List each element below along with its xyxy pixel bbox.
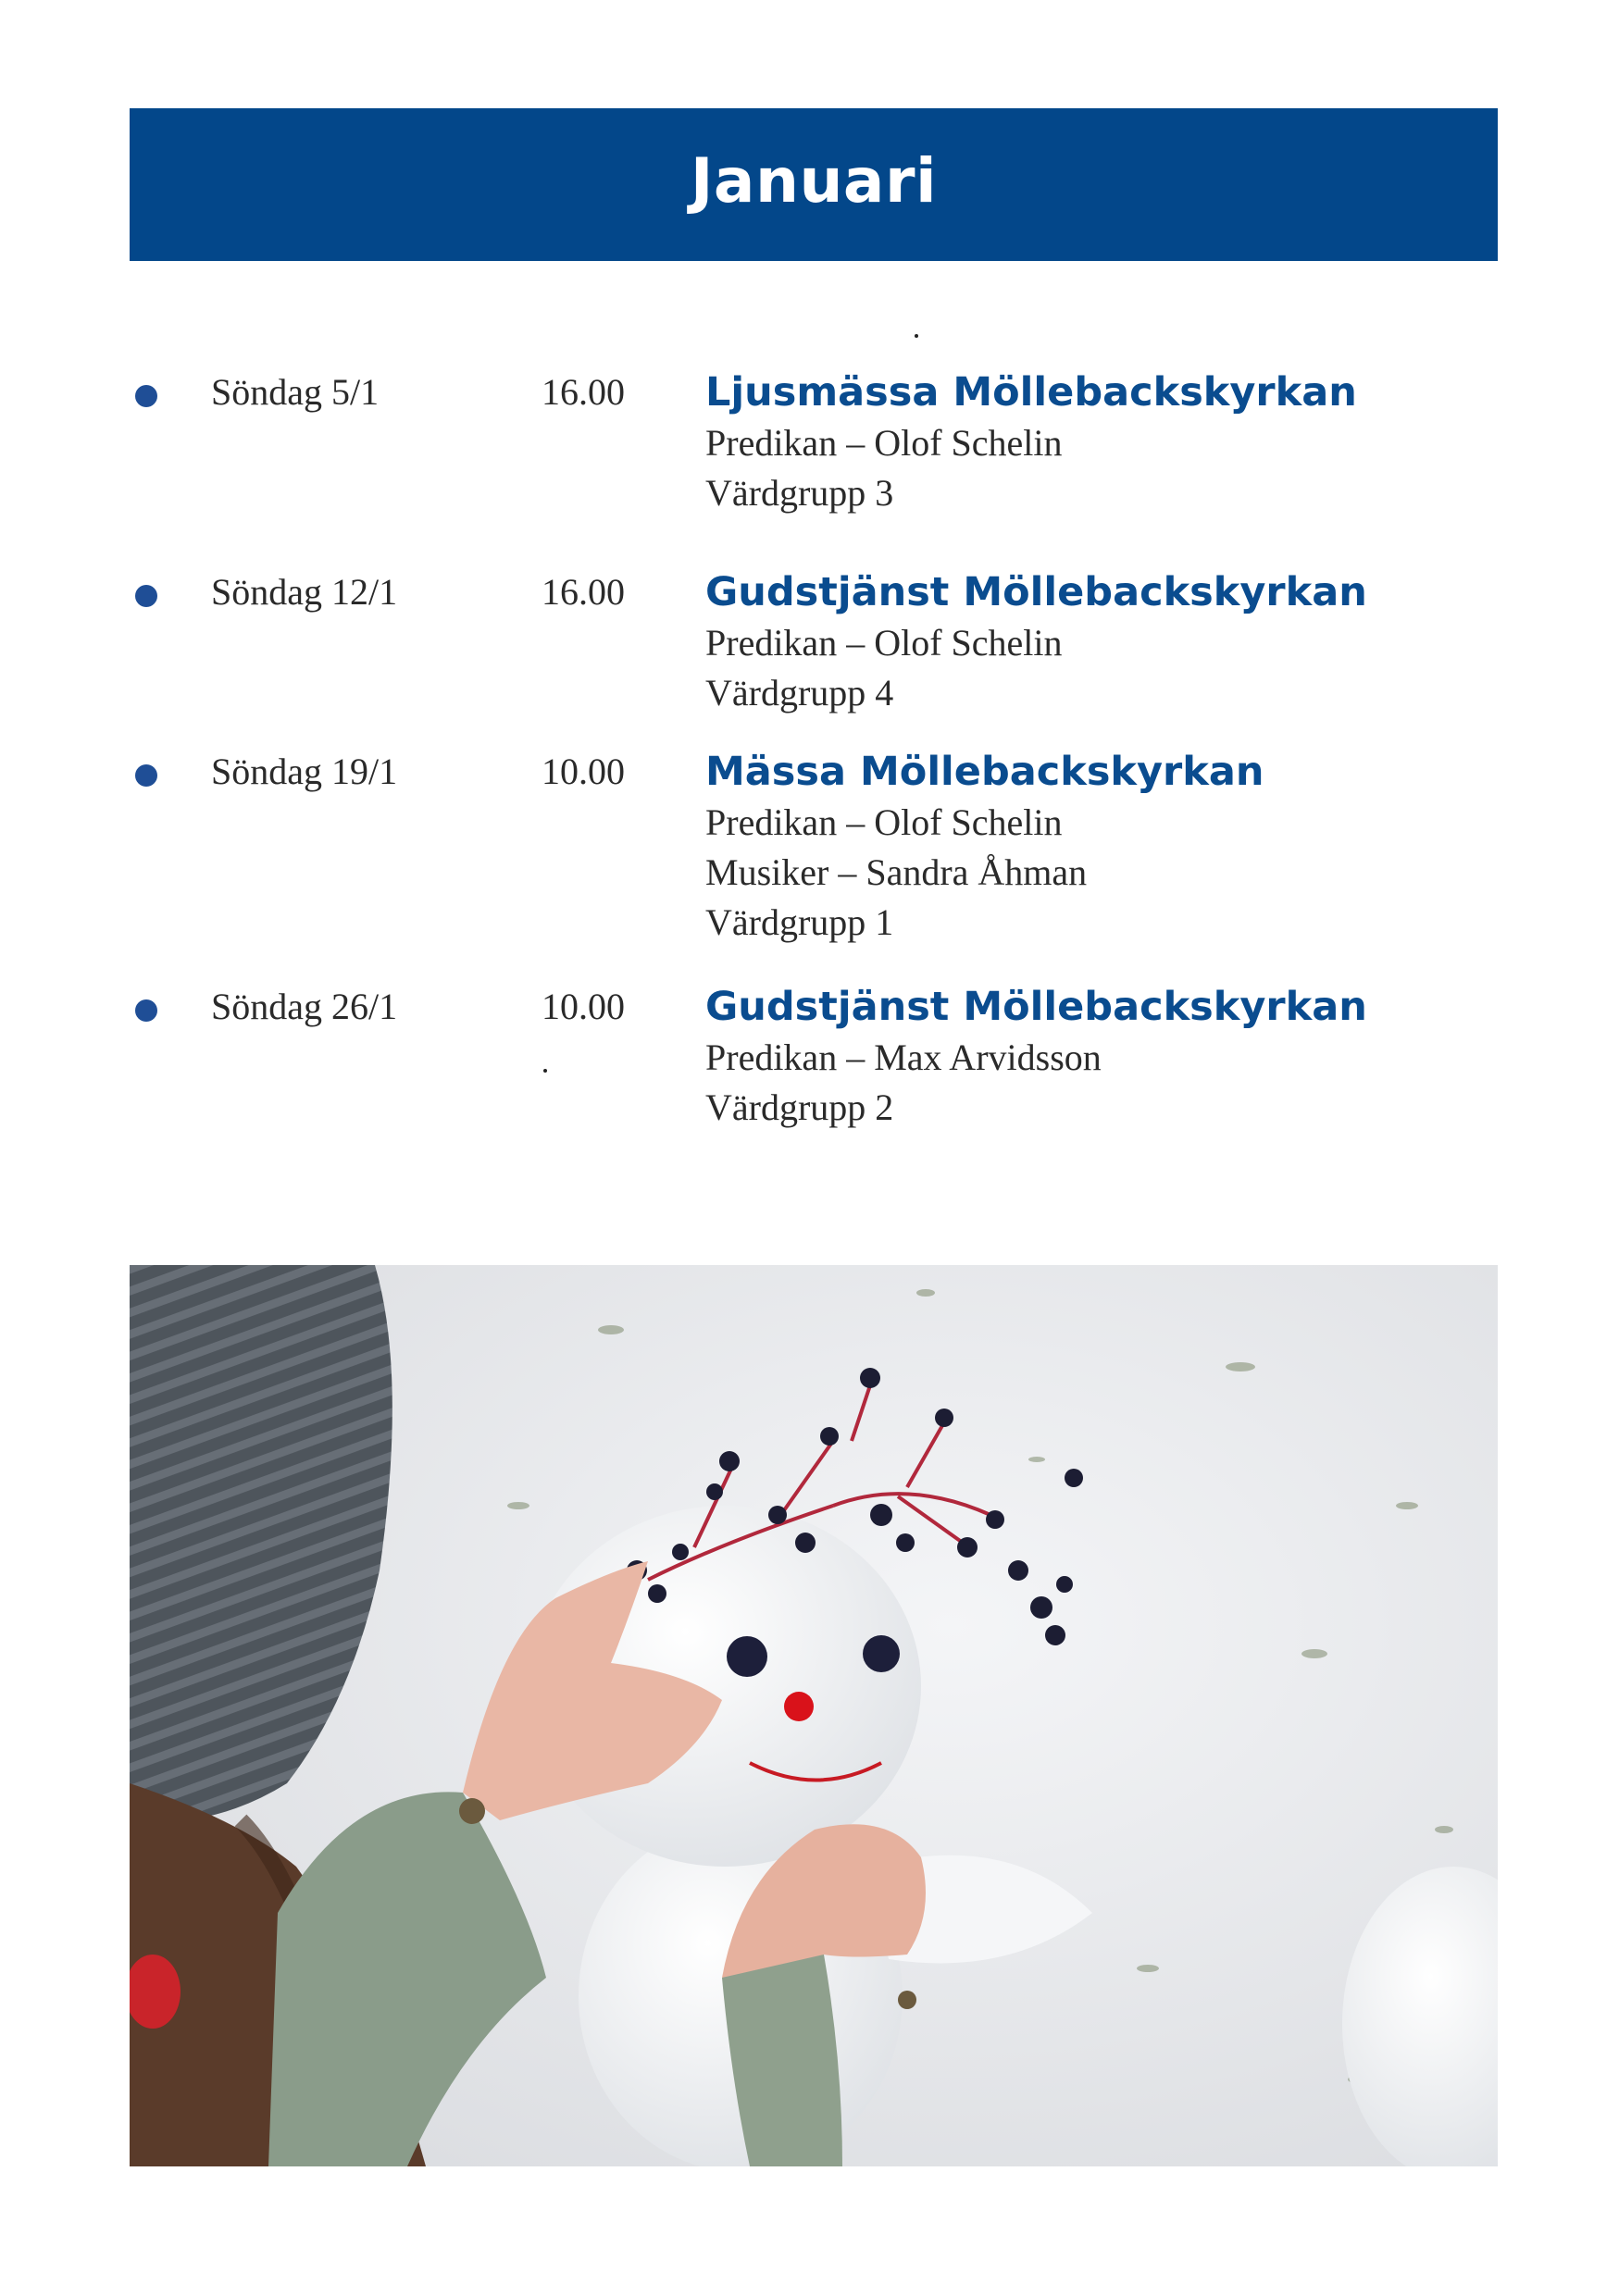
event-time: 16.00 bbox=[542, 571, 625, 613]
event-details bbox=[705, 366, 1357, 518]
event-preacher: Predikan – Max Arvidsson bbox=[705, 1036, 1102, 1078]
month-title: Januari bbox=[690, 145, 938, 217]
event-host-group: Värdgrupp 1 bbox=[705, 901, 894, 943]
event-preacher: Predikan – Olof Schelin bbox=[705, 622, 1063, 664]
stray-dot bbox=[543, 1069, 547, 1073]
event-host-group: Värdgrupp 4 bbox=[705, 672, 894, 714]
event-musician: Musiker – Sandra Åhman bbox=[705, 851, 1088, 893]
event-details bbox=[705, 981, 1367, 1133]
event-host-group: Värdgrupp 3 bbox=[705, 472, 894, 514]
event-time: 10.00 bbox=[542, 986, 625, 1027]
event-preacher: Predikan – Olof Schelin bbox=[705, 422, 1063, 464]
event-title: Gudstjänst Möllebackskyrkan bbox=[705, 984, 1367, 1030]
event-date: Söndag 12/1 bbox=[211, 571, 398, 613]
bullet-icon bbox=[135, 585, 157, 607]
event-host-group: Värdgrupp 2 bbox=[705, 1086, 894, 1128]
event-time: 16.00 bbox=[542, 371, 625, 413]
bullet-icon bbox=[135, 999, 157, 1022]
event-time: 10.00 bbox=[542, 751, 625, 792]
event-title: Mässa Möllebackskyrkan bbox=[705, 749, 1264, 795]
stray-dot bbox=[915, 334, 918, 338]
event-preacher: Predikan – Olof Schelin bbox=[705, 801, 1063, 843]
event-details bbox=[705, 746, 1264, 948]
event-title: Gudstjänst Möllebackskyrkan bbox=[705, 569, 1367, 615]
event-date: Söndag 19/1 bbox=[211, 751, 398, 792]
event-details bbox=[705, 566, 1367, 718]
event-title: Ljusmässa Möllebackskyrkan bbox=[705, 369, 1357, 416]
snowman-illustration bbox=[130, 1265, 1498, 2166]
event-date: Söndag 26/1 bbox=[211, 986, 398, 1027]
bullet-icon bbox=[135, 385, 157, 407]
event-date: Söndag 5/1 bbox=[211, 371, 380, 413]
bullet-icon bbox=[135, 764, 157, 787]
snowman-photo bbox=[130, 1265, 1498, 2166]
month-banner bbox=[130, 108, 1498, 261]
